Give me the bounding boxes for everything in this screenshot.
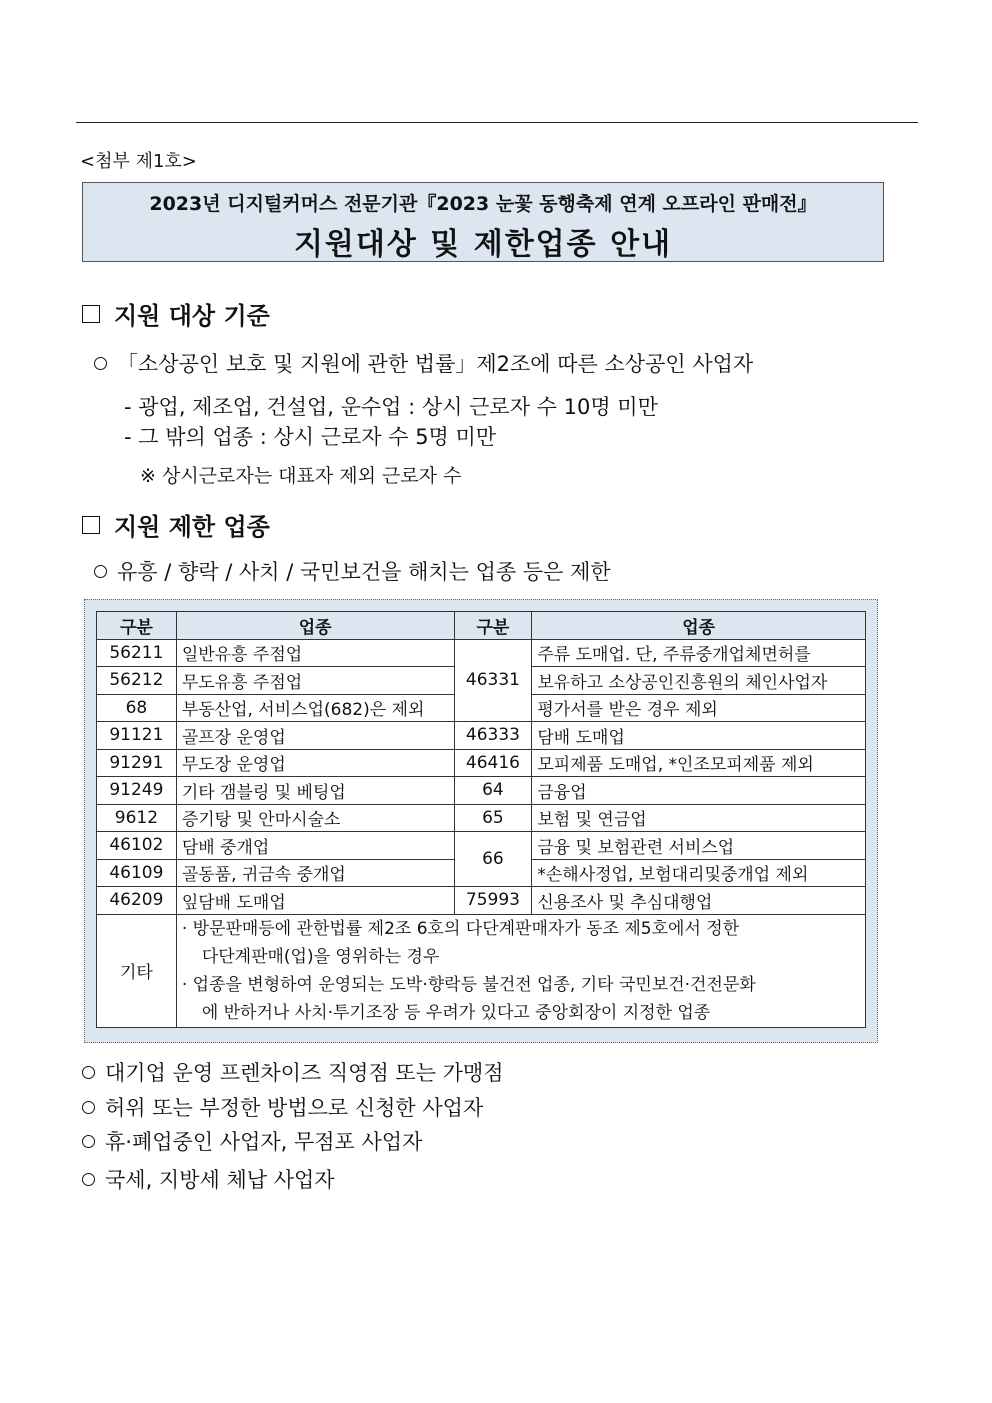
industry-cell: 부동산업, 서비스업(682)은 제외: [176, 694, 454, 722]
industry-cell: 모피제품 도매업, *인조모피제품 제외: [532, 749, 866, 777]
other-label: 기타: [97, 914, 177, 1027]
code-cell: 91121: [97, 722, 177, 750]
industry-cell: 기타 갬블링 및 베팅업: [176, 777, 454, 805]
code-cell: 56212: [97, 667, 177, 695]
bottom-bullet-text: 허위 또는 부정한 방법으로 신청한 사업자: [105, 1096, 484, 1120]
table-row-other: [97, 914, 866, 1027]
industry-cell: 금융 및 보험관련 서비스업: [532, 832, 866, 860]
restricted-text: 유흥 / 향락 / 사치 / 국민보건을 해치는 업종 등은 제한: [117, 560, 611, 584]
industry-cell: 신용조사 및 추심대행업: [532, 887, 866, 915]
bottom-bullet: [82, 1092, 483, 1122]
circle-bullet-icon: [94, 565, 107, 578]
code-cell: 68: [97, 694, 177, 722]
other-line: 에 반하거나 사치·투기조장 등 우려가 있다고 중앙회장이 지정한 업종: [201, 1002, 711, 1023]
header-industry: 업종: [532, 612, 866, 640]
bottom-bullet: [82, 1164, 335, 1194]
code-cell: 46331: [454, 639, 532, 722]
industry-cell: 금융업: [532, 777, 866, 805]
bottom-bullet-text: 국세, 지방세 체납 사업자: [105, 1168, 335, 1192]
circle-bullet-icon: [82, 1173, 95, 1186]
industry-cell: 일반유흥 주점업: [176, 639, 454, 667]
circle-bullet-icon: [82, 1101, 95, 1114]
code-cell: 46209: [97, 887, 177, 915]
code-cell: 75993: [454, 887, 532, 915]
section-restricted: [82, 507, 270, 542]
circle-bullet-icon: [94, 357, 107, 370]
circle-bullet-icon: [82, 1066, 95, 1079]
attachment-label: <첨부 제1호>: [80, 151, 197, 172]
table-row: [97, 832, 866, 860]
table-row: [97, 749, 866, 777]
bottom-bullet-text: 휴·폐업중인 사업자, 무점포 사업자: [105, 1130, 423, 1154]
header-industry: 업종: [176, 612, 454, 640]
other-description: [176, 914, 865, 1027]
criteria-sub1: - 광업, 제조업, 건설업, 운수업 : 상시 근로자 수 10명 미만: [124, 395, 658, 419]
criteria-bullet: [94, 348, 753, 378]
industry-cell: 평가서를 받은 경우 제외: [532, 694, 866, 722]
industry-cell: 담배 도매업: [532, 722, 866, 750]
industry-cell: 골동품, 귀금속 중개업: [176, 859, 454, 887]
industry-cell: 보험 및 연금업: [532, 804, 866, 832]
header-code: 구분: [97, 612, 177, 640]
code-cell: 66: [454, 832, 532, 887]
square-bullet-icon: [82, 516, 100, 534]
industry-cell: *손해사정업, 보험대리및중개업 제외: [532, 859, 866, 887]
circle-bullet-icon: [82, 1135, 95, 1148]
code-cell: 46109: [97, 859, 177, 887]
restricted-industries-table: [96, 611, 866, 1028]
restricted-bullet: [94, 556, 611, 586]
criteria-note: ※ 상시근로자는 대표자 제외 근로자 수: [140, 465, 462, 487]
industry-cell: 증기탕 및 안마시술소: [176, 804, 454, 832]
title-line1: 2023년 디지털커머스 전문기관『2023 눈꽃 동행축제 연계 오프라인 판매전』: [149, 193, 817, 215]
code-cell: 91249: [97, 777, 177, 805]
section-heading: 지원 제한 업종: [114, 513, 270, 541]
code-cell: 64: [454, 777, 532, 805]
table-row: [97, 639, 866, 667]
industry-cell: 골프장 운영업: [176, 722, 454, 750]
code-cell: 65: [454, 804, 532, 832]
industry-cell: 무도유흥 주점업: [176, 667, 454, 695]
table-row: [97, 777, 866, 805]
code-cell: 46416: [454, 749, 532, 777]
table-row: [97, 887, 866, 915]
table-row: [97, 722, 866, 750]
industry-cell: 주류 도매업. 단, 주류중개업체면허를: [532, 639, 866, 667]
bottom-bullet: [82, 1126, 422, 1156]
bottom-bullet-text: 대기업 운영 프렌차이즈 직영점 또는 가맹점: [105, 1061, 504, 1085]
criteria-text: 「소상공인 보호 및 지원에 관한 법률」제2조에 따른 소상공인 사업자: [117, 352, 754, 376]
page-title: 지원대상 및 제한업종 안내: [293, 227, 673, 262]
header-code: 구분: [454, 612, 532, 640]
code-cell: 46102: [97, 832, 177, 860]
section-support-criteria: [82, 296, 270, 331]
other-line: · 방문판매등에 관한법률 제2조 6호의 다단계판매자가 동조 제5호에서 정한: [181, 918, 740, 939]
header-rule: [76, 122, 918, 123]
square-bullet-icon: [82, 305, 100, 323]
code-cell: 56211: [97, 639, 177, 667]
code-cell: 46333: [454, 722, 532, 750]
section-heading: 지원 대상 기준: [114, 302, 270, 330]
industry-cell: 잎담배 도매업: [176, 887, 454, 915]
code-cell: 91291: [97, 749, 177, 777]
code-cell: 9612: [97, 804, 177, 832]
bottom-bullet: [82, 1057, 504, 1087]
industry-cell: 무도장 운영업: [176, 749, 454, 777]
table-header-row: [97, 612, 866, 640]
title-box: [82, 182, 884, 262]
industry-cell: 보유하고 소상공인진흥원의 체인사업자: [532, 667, 866, 695]
industry-cell: 담배 중개업: [176, 832, 454, 860]
other-line: 다단계판매(업)을 영위하는 경우: [201, 946, 440, 967]
criteria-sub2: - 그 밖의 업종 : 상시 근로자 수 5명 미만: [124, 425, 497, 449]
other-line: · 업종을 변형하여 운영되는 도박·향락등 불건전 업종, 기타 국민보건·건전문화: [181, 974, 756, 995]
restricted-table-frame: [84, 599, 878, 1043]
table-row: [97, 804, 866, 832]
